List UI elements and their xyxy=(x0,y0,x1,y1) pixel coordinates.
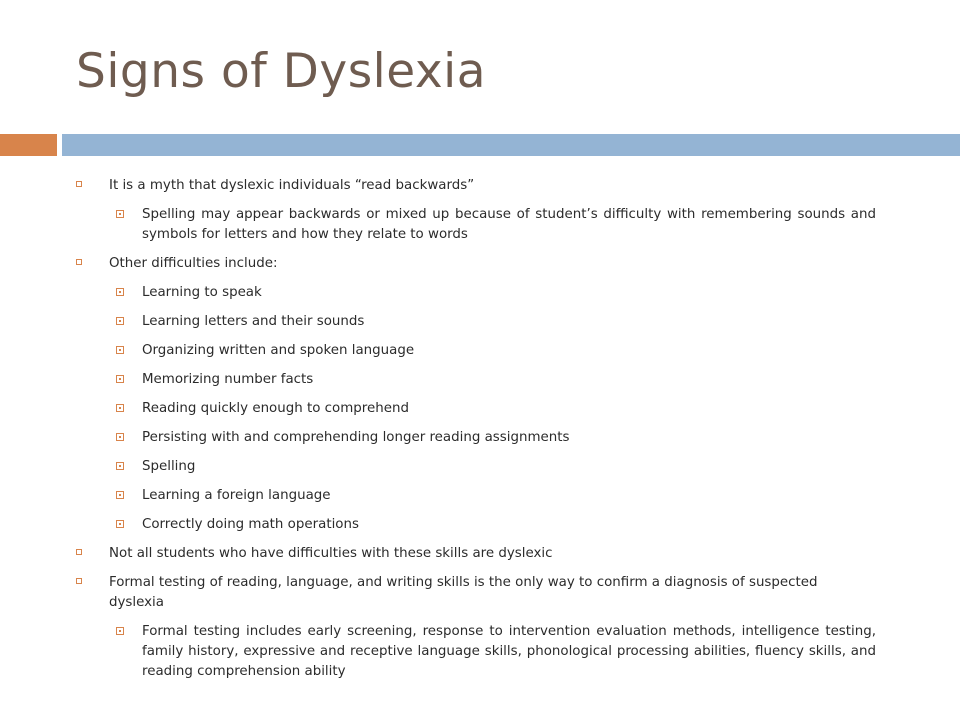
accent-bar-orange xyxy=(0,134,57,156)
square-dot-bullet-icon xyxy=(116,317,124,325)
sub-bullet-text: Formal testing includes early screening, response to intervention evaluation methods, intelligence testing, family history, expressive and receptive language skills, phonological processing abilities, fluency skills, and reading comprehension ability xyxy=(142,624,876,679)
bullet-item xyxy=(76,573,876,613)
sub-bullet-text: Organizing written and spoken language xyxy=(142,343,415,358)
square-dot-bullet-icon xyxy=(116,404,124,412)
sub-bullet-item xyxy=(76,486,876,506)
sub-bullet-text: Spelling xyxy=(142,459,196,474)
bullet-text: Formal testing of reading, language, and writing skills is the only way to confirm a diagnosis of suspected dyslexia xyxy=(109,575,818,610)
square-bullet-icon xyxy=(76,549,82,555)
sub-bullet-text: Reading quickly enough to comprehend xyxy=(142,401,409,416)
bullet-text: Other difficulties include: xyxy=(109,256,278,271)
bullet-item xyxy=(76,176,876,196)
bullet-item xyxy=(76,544,876,564)
square-dot-bullet-icon xyxy=(116,375,124,383)
sub-bullet-item xyxy=(76,399,876,419)
square-dot-bullet-icon xyxy=(116,491,124,499)
sub-bullet-item xyxy=(76,312,876,332)
bullet-text: It is a myth that dyslexic individuals “read backwards” xyxy=(109,178,475,193)
square-dot-bullet-icon xyxy=(116,520,124,528)
sub-bullet-item xyxy=(76,622,876,682)
square-bullet-icon xyxy=(76,578,82,584)
square-dot-bullet-icon xyxy=(116,346,124,354)
sub-bullet-item xyxy=(76,205,876,245)
square-bullet-icon xyxy=(76,181,82,187)
sub-bullet-text: Learning to speak xyxy=(142,285,262,300)
slide-body xyxy=(76,176,876,691)
bullet-text: Not all students who have difficulties with these skills are dyslexic xyxy=(109,546,553,561)
square-dot-bullet-icon xyxy=(116,627,124,635)
slide-title: Signs of Dyslexia xyxy=(76,44,486,99)
sub-bullet-item xyxy=(76,515,876,535)
sub-bullet-item xyxy=(76,457,876,477)
sub-bullet-text: Memorizing number facts xyxy=(142,372,314,387)
square-dot-bullet-icon xyxy=(116,462,124,470)
sub-bullet-text: Learning letters and their sounds xyxy=(142,314,365,329)
square-dot-bullet-icon xyxy=(116,433,124,441)
sub-bullet-text: Correctly doing math operations xyxy=(142,517,359,532)
bullet-item xyxy=(76,254,876,274)
square-bullet-icon xyxy=(76,259,82,265)
sub-bullet-text: Learning a foreign language xyxy=(142,488,331,503)
square-dot-bullet-icon xyxy=(116,210,124,218)
sub-bullet-item xyxy=(76,341,876,361)
sub-bullet-text: Persisting with and comprehending longer reading assignments xyxy=(142,430,570,445)
sub-bullet-text: Spelling may appear backwards or mixed up because of student’s difficulty with remembering sounds and symbols for letters and how they relate to words xyxy=(142,207,876,242)
sub-bullet-item xyxy=(76,428,876,448)
accent-bar-blue xyxy=(62,134,960,156)
sub-bullet-item xyxy=(76,283,876,303)
sub-bullet-item xyxy=(76,370,876,390)
square-dot-bullet-icon xyxy=(116,288,124,296)
